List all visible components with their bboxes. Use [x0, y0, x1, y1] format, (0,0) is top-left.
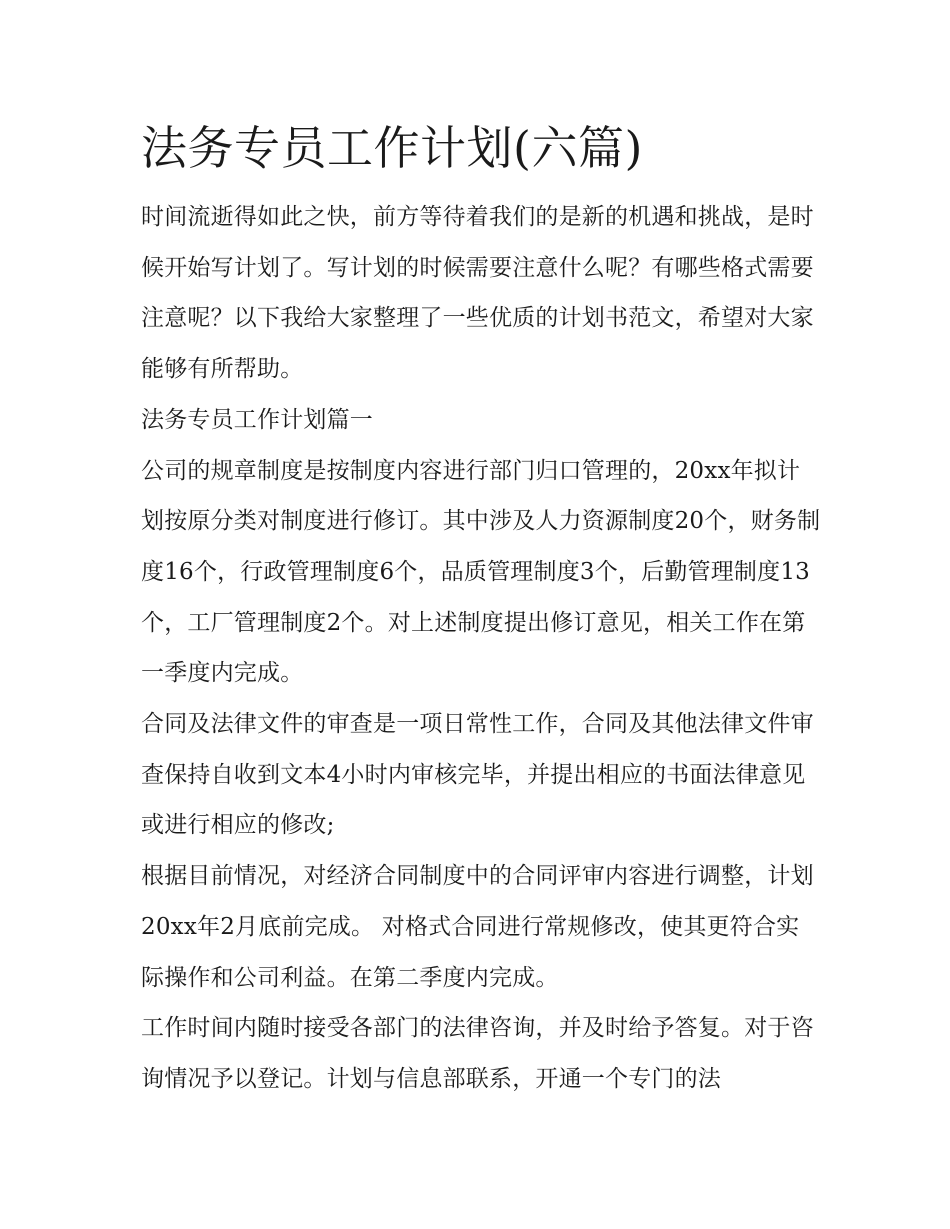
intro-paragraph: 时间流逝得如此之快，前方等待着我们的是新的机遇和挑战，是时候开始写计划了。写计划的时候需要注意什么呢？有哪些格式需要注意呢？以下我给大家整理了一些优质的计划书范文，希望对大家能够有所帮助。 [141, 204, 814, 383]
body-paragraph: 工作时间内随时接受各部门的法律咨询，并及时给予答复。对于咨询情况予以登记。计划与信息部联系，开通一个专门的法 [141, 1015, 814, 1092]
section-heading: 法务专员工作计划篇一 [141, 406, 373, 433]
document-title: 法务专员工作计划(六篇) [141, 121, 643, 175]
document-body [141, 112, 821, 1105]
body-paragraph: 根据目前情况，对经济合同制度中的合同评审内容进行调整，计划20xx年2月底前完成。 对格式合同进行常规修改，使其更符合实际操作和公司利益。在第二季度内完成。 [141, 863, 814, 991]
body-paragraph: 合同及法律文件的审查是一项日常性工作，合同及其他法律文件审查保持自收到文本4小时内审核完毕，并提出相应的书面法律意见或进行相应的修改; [141, 711, 814, 839]
body-paragraph: 公司的规章制度是按制度内容进行部门归口管理的，20xx年拟计划按原分类对制度进行修订。其中涉及人力资源制度20个，财务制度16个，行政管理制度6个，品质管理制度3个，后勤管理制度13个，工厂管理制度2个。对上述制度提出修订意见，相关工作在第一季度内完成。 [141, 457, 821, 687]
